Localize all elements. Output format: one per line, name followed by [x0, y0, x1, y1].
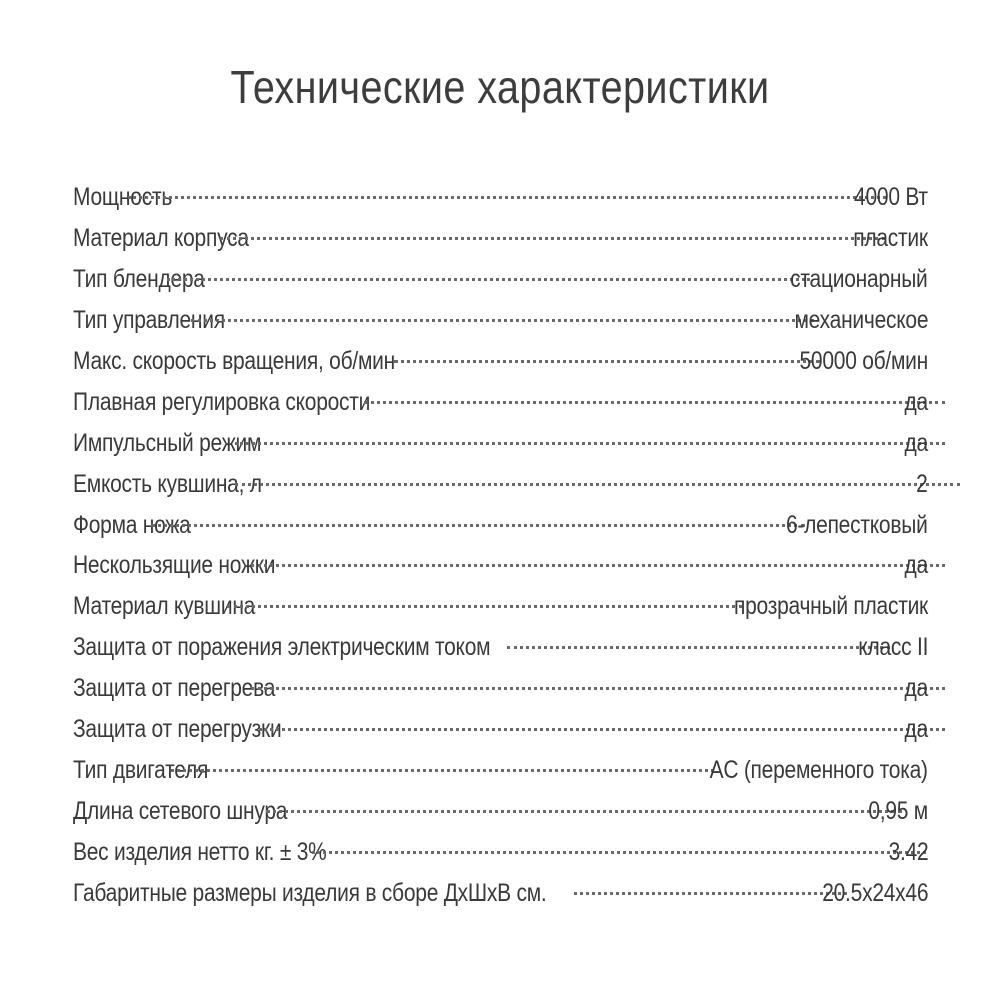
- spec-value: да: [904, 674, 928, 703]
- dot-leader: [251, 687, 945, 690]
- spec-list: [73, 183, 928, 920]
- spec-name: Макс. скорость вращения, об/мин: [73, 346, 395, 375]
- spec-name: Габаритные размеры изделия в сборе ДхШхВ см.: [73, 878, 547, 907]
- spec-row: [73, 183, 928, 224]
- spec-name: Емкость кувшина, л: [73, 469, 262, 498]
- spec-value: 50000 об/мин: [799, 346, 928, 375]
- spec-name: Защита от поражения электрическим током: [73, 633, 491, 662]
- spec-row: [73, 265, 928, 306]
- spec-name: Материал корпуса: [73, 223, 249, 252]
- spec-value: да: [904, 715, 928, 744]
- spec-row: [73, 511, 928, 552]
- spec-row: [73, 592, 928, 633]
- dot-leader: [364, 401, 945, 404]
- spec-name: Тип двигателя: [73, 756, 209, 785]
- spec-value: да: [904, 428, 928, 457]
- dot-leader: [251, 564, 945, 567]
- dot-leader: [574, 892, 847, 895]
- spec-value: 4000 Вт: [854, 183, 928, 211]
- spec-row: [73, 838, 928, 879]
- spec-row: [73, 633, 928, 674]
- dot-leader: [227, 605, 742, 608]
- spec-value: да: [904, 387, 928, 416]
- spec-name: Вес изделия нетто кг. ± 3%: [73, 838, 327, 866]
- dot-leader: [128, 196, 885, 199]
- dot-leader: [394, 360, 820, 363]
- spec-value: стационарный: [790, 264, 928, 293]
- spec-value: 6-лепестковый: [786, 510, 928, 539]
- spec-name: Импульсный режим: [73, 428, 262, 457]
- spec-row: [73, 797, 928, 838]
- dot-leader: [259, 728, 946, 731]
- spec-row: [73, 879, 928, 920]
- dot-leader: [507, 646, 890, 649]
- dot-leader: [220, 237, 885, 240]
- dot-leader: [312, 851, 925, 854]
- spec-row: [73, 429, 928, 470]
- dot-leader: [235, 442, 946, 445]
- spec-row: [73, 551, 928, 592]
- spec-value: 3.42: [888, 838, 928, 866]
- page-title: Технические характеристики: [230, 61, 770, 113]
- spec-row: [73, 715, 928, 756]
- spec-row: [73, 756, 928, 797]
- spec-value: да: [904, 551, 928, 580]
- spec-row: [73, 224, 928, 265]
- spec-value: 20.5x24x46: [821, 878, 928, 907]
- dot-leader: [266, 810, 903, 813]
- dot-leader: [167, 278, 809, 281]
- spec-name: Нескользящие ножки: [73, 551, 276, 580]
- spec-name: Форма ножа: [73, 510, 191, 539]
- spec-row: [73, 306, 928, 347]
- spec-name: Тип управления: [73, 305, 225, 334]
- spec-name: Материал кувшина: [73, 592, 256, 621]
- spec-value: 2: [916, 469, 928, 498]
- spec-value: класс II: [858, 633, 928, 662]
- spec-name: Длина сетевого шнура: [73, 797, 288, 826]
- spec-row: [73, 674, 928, 715]
- spec-value: пластик: [853, 223, 928, 252]
- spec-name: Плавная регулировка скорости: [73, 387, 371, 416]
- spec-name: Защита от перегрева: [73, 674, 276, 703]
- spec-name: Мощность: [73, 183, 173, 211]
- spec-value: 0,95 м: [868, 797, 928, 826]
- spec-row: [73, 347, 928, 388]
- dot-leader: [191, 319, 814, 322]
- spec-value: AC (переменного тока): [709, 756, 928, 785]
- spec-value: механическое: [794, 305, 928, 334]
- spec-row: [73, 388, 928, 429]
- spec-row: [73, 470, 928, 511]
- spec-name: Защита от перегрузки: [73, 715, 282, 744]
- spec-value: прозрачный пластик: [733, 592, 928, 621]
- dot-leader: [151, 524, 805, 527]
- dot-leader: [171, 769, 713, 772]
- spec-name: Тип блендера: [73, 264, 205, 293]
- dot-leader: [235, 483, 959, 486]
